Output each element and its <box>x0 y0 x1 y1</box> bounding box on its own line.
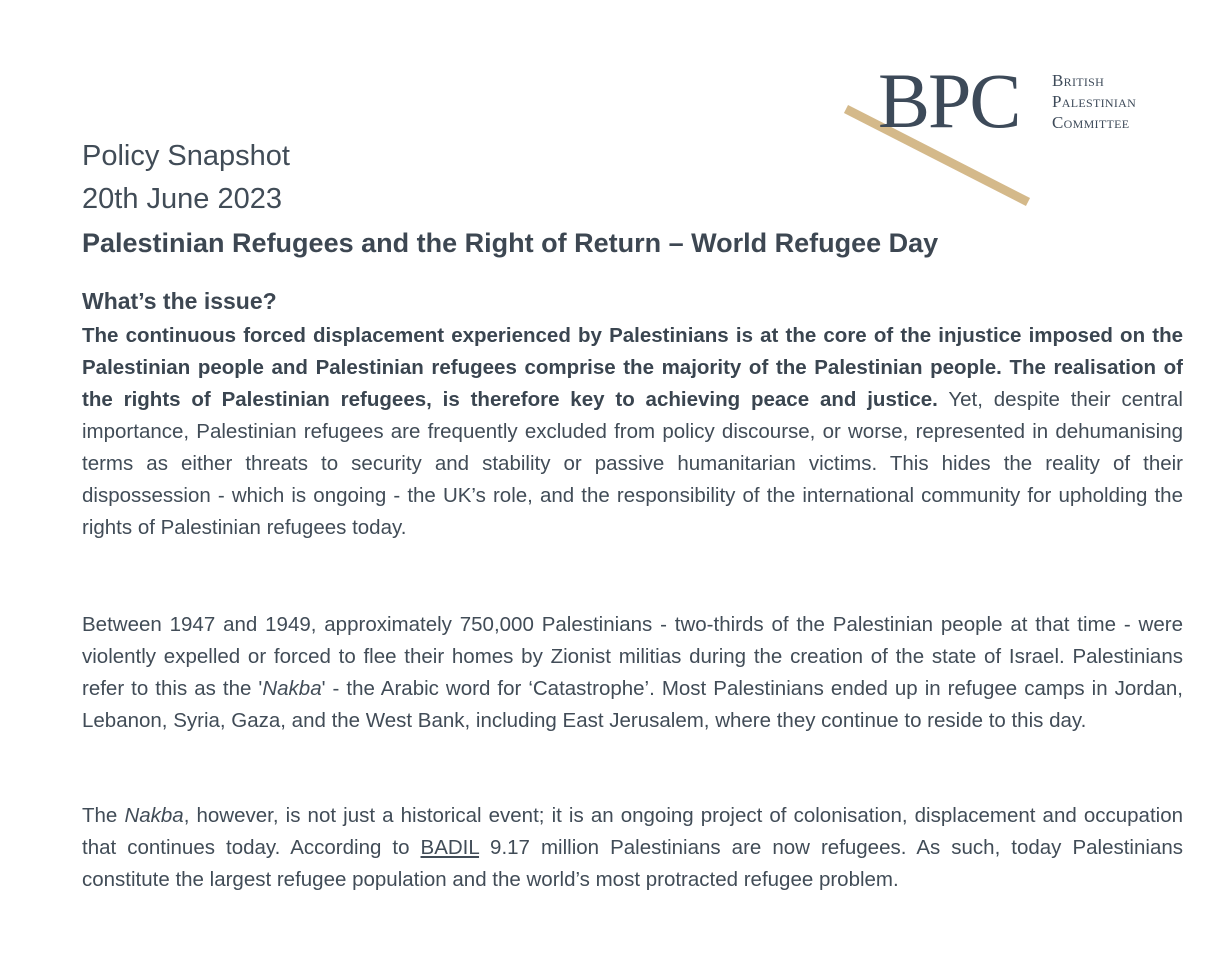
italic-term: Nakba <box>124 804 184 827</box>
badil-link[interactable]: BADIL <box>420 836 480 859</box>
paragraph-text: ' - the Arabic word for ‘Catastrophe’. Most Palestinians ended up in refugee camps in Jordan, Lebanon, Syria, Gaza, and the West Bank, including East Jerusalem, where they continue to reside to this day. <box>82 677 1183 732</box>
paragraph-intro <box>82 320 1183 544</box>
logo-mark: BPC <box>878 57 1020 144</box>
document-date: 20th June 2023 <box>82 183 282 215</box>
document-label: Policy Snapshot <box>82 140 290 172</box>
logo-wordmark <box>1052 70 1136 133</box>
paragraph-ongoing-nakba <box>82 800 1183 896</box>
paragraph-text: 9.17 million Palestinians are now refugees. As such, today Palestinians constitute the largest refugee population and the world’s most protracted refugee problem. <box>82 836 1183 891</box>
document-title: Palestinian Refugees and the Right of Return – World Refugee Day <box>82 228 939 258</box>
logo-name-line: British <box>1052 71 1105 90</box>
logo-name-line: Committee <box>1052 113 1130 132</box>
italic-term: Nakba <box>262 677 322 700</box>
paragraph-text: Yet, despite their central importance, Palestinian refugees are frequently excluded from policy discourse, or worse, represented in dehumanising terms as either threats to security and stability or passive humanitarian victims. This hides the reality of their dispossession - which is ongoing - the UK’s role, and the responsibility of the international community for upholding the rights of Palestinian refugees today. <box>82 388 1183 539</box>
paragraph-text: The <box>82 804 125 827</box>
paragraph-nakba-history <box>82 609 1183 737</box>
paragraph-text: , however, is not just a historical event; it is an ongoing project of colonisation, displacement and occupation that continues today. According to <box>82 804 1183 859</box>
bpc-logo <box>838 57 1183 212</box>
logo-name-line: Palestinian <box>1052 92 1137 111</box>
paragraph-text: Between 1947 and 1949, approximately 750,000 Palestinians - two-thirds of the Palestinian people at that time - were violently expelled or forced to flee their homes by Zionist militias during the creation of the state of Israel. Palestinians refer to this as the ' <box>82 613 1183 700</box>
paragraph-bold-lead: The continuous forced displacement experienced by Palestinians is at the core of the injustice imposed on the Palestinian people and Palestinian refugees comprise the majority of the Palestinian people. The realisation of the rights of Palestinian refugees, is therefore key to achieving peace and justice. <box>82 324 1183 411</box>
section-heading: What’s the issue? <box>82 288 277 314</box>
